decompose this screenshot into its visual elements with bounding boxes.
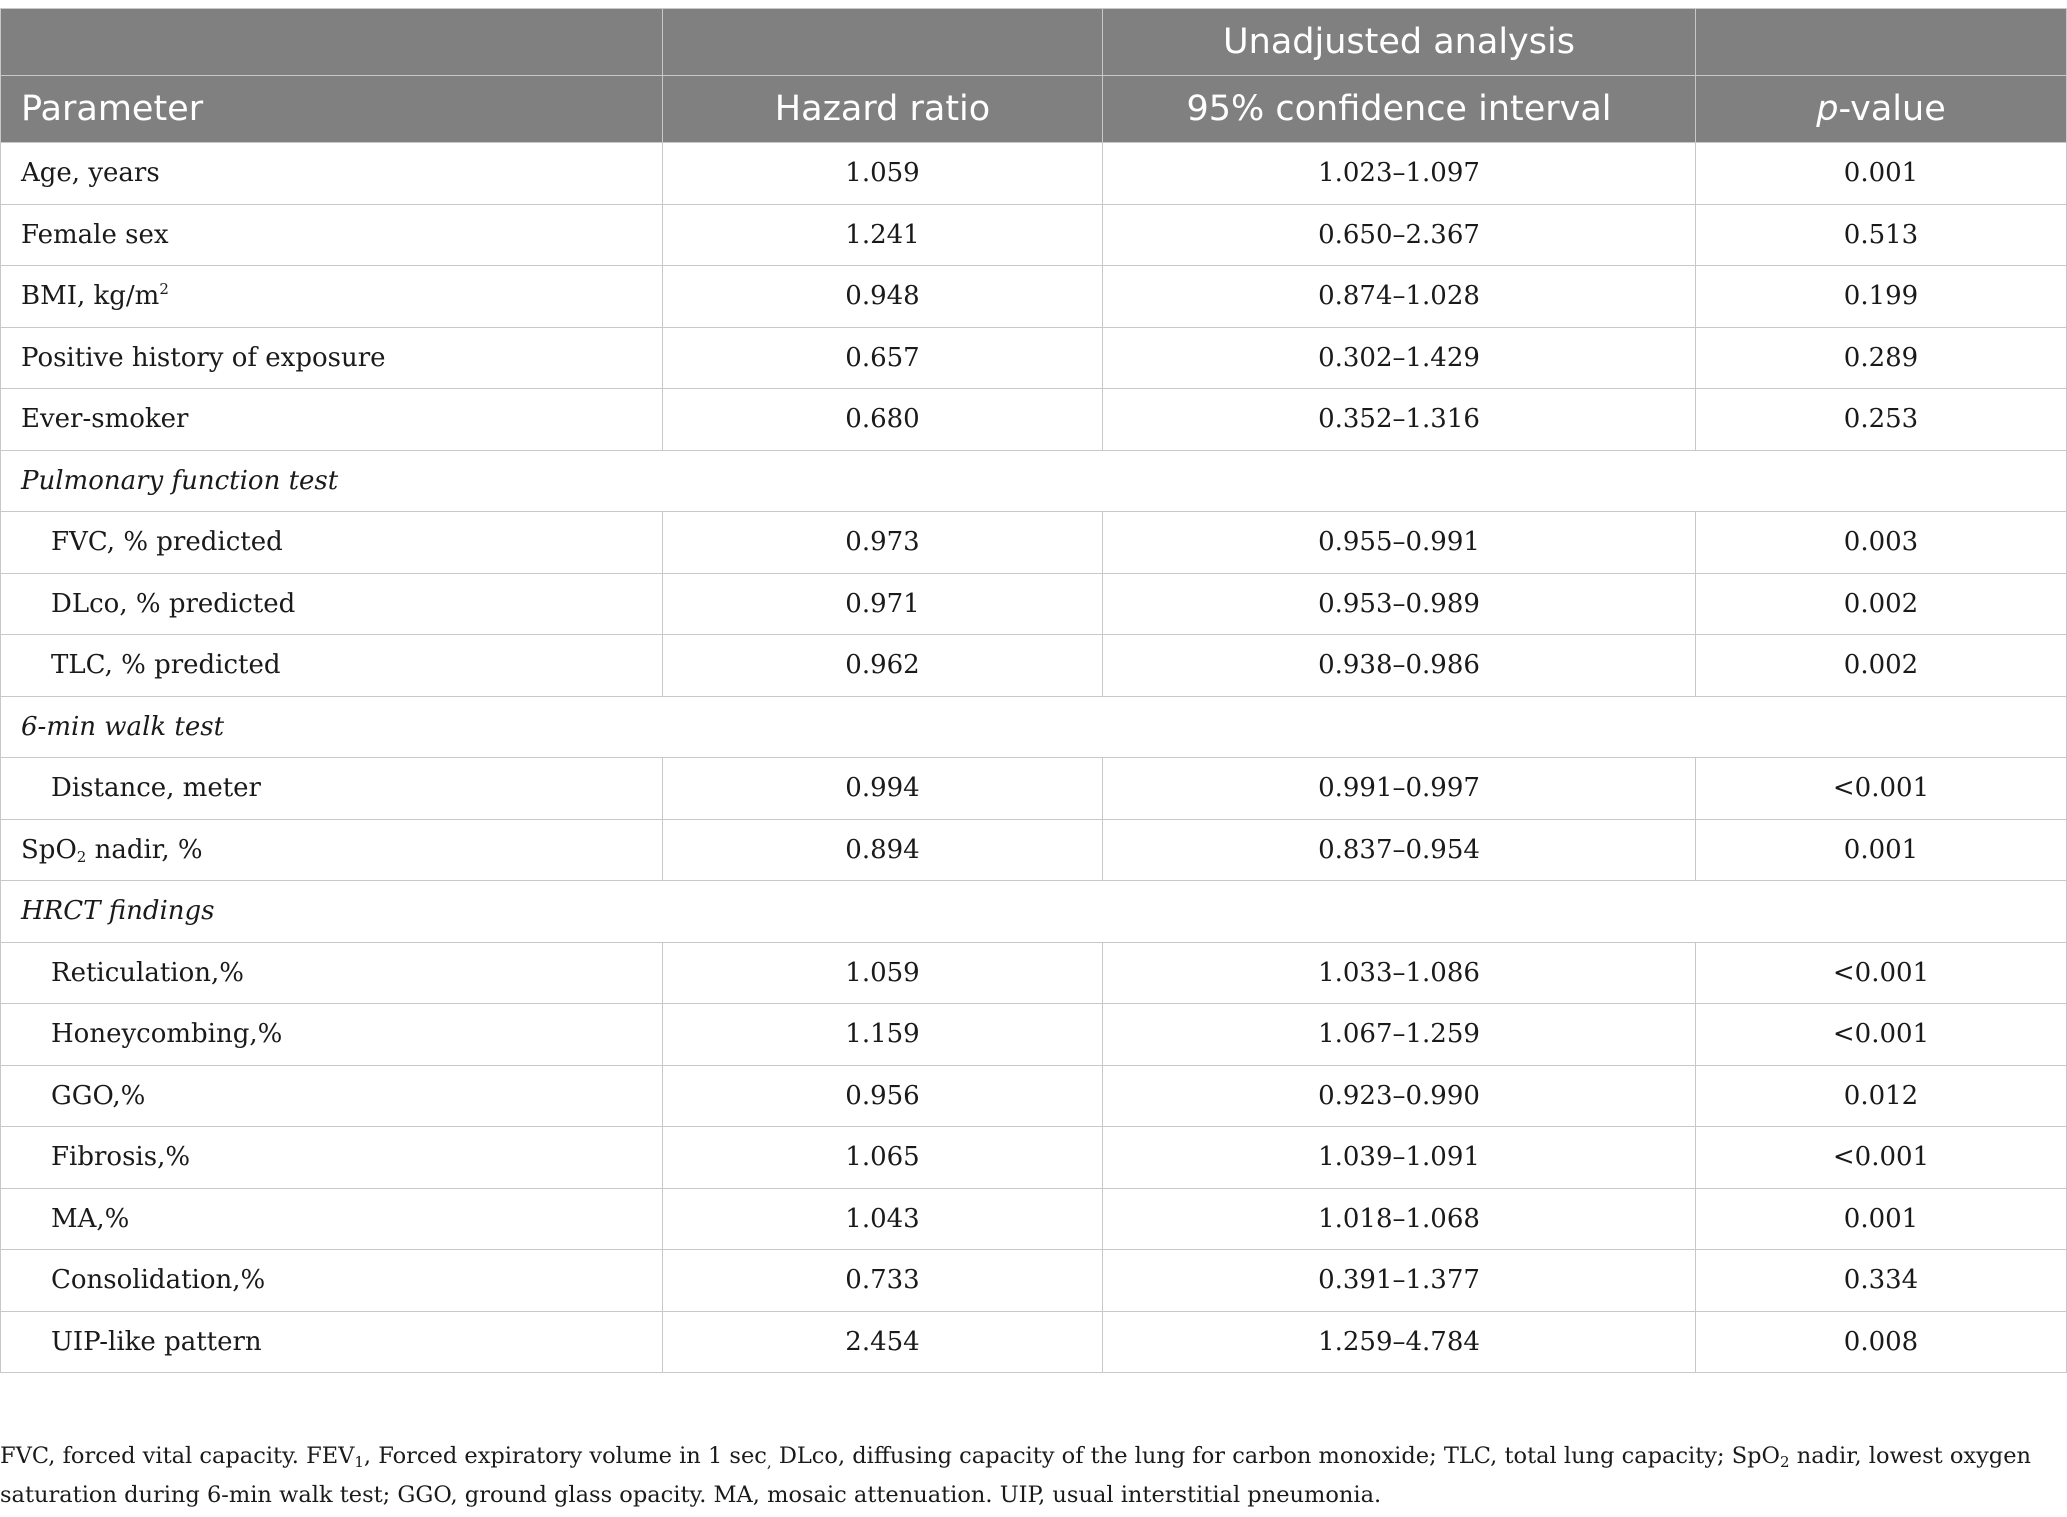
row-label-text: Positive history of exposure (21, 342, 386, 373)
hazard-ratio-cell: 0.948 (663, 266, 1103, 328)
p-value-cell: <0.001 (1696, 942, 2067, 1004)
confidence-interval-cell: 1.018–1.068 (1103, 1188, 1696, 1250)
p-value-cell: <0.001 (1696, 1127, 2067, 1189)
row-label (1, 758, 663, 820)
hazard-ratio-cell: 0.680 (663, 389, 1103, 451)
confidence-interval-cell: 0.938–0.986 (1103, 635, 1696, 697)
row-label (1, 1188, 663, 1250)
table-row (1, 573, 2067, 635)
row-label-text: Fibrosis,% (51, 1142, 191, 1173)
confidence-interval-cell: 0.302–1.429 (1103, 327, 1696, 389)
confidence-interval-cell: 0.991–0.997 (1103, 758, 1696, 820)
row-label-text: DLco, % predicted (51, 588, 296, 619)
table-row (1, 758, 2067, 820)
footnote-subscript: 2 (1780, 1453, 1790, 1471)
table-row (1, 942, 2067, 1004)
row-label (1, 389, 663, 451)
confidence-interval-cell: 1.067–1.259 (1103, 1004, 1696, 1066)
p-value-cell: 0.253 (1696, 389, 2067, 451)
p-value-cell: 0.001 (1696, 143, 2067, 205)
table-row (1, 266, 2067, 328)
row-label-text: Distance, meter (51, 773, 261, 804)
p-value-cell: 0.513 (1696, 204, 2067, 266)
p-value-cell: 0.003 (1696, 512, 2067, 574)
p-value-cell: 0.289 (1696, 327, 2067, 389)
p-suffix: -value (1838, 89, 1946, 129)
row-label (1, 1311, 663, 1373)
p-value-cell: 0.012 (1696, 1065, 2067, 1127)
row-label-text: FVC, % predicted (51, 527, 283, 558)
row-label-text: MA,% (51, 1203, 130, 1234)
section-row (1, 696, 2067, 758)
header-group-label: Unadjusted analysis (1103, 9, 1696, 76)
p-value-cell: <0.001 (1696, 1004, 2067, 1066)
hazard-ratio-table (0, 8, 2067, 1373)
row-label-text: Female sex (21, 219, 169, 250)
section-label: Pulmonary function test (1, 450, 2067, 512)
row-label-text: Consolidation,% (51, 1265, 266, 1296)
p-value-cell: 0.334 (1696, 1250, 2067, 1312)
hazard-ratio-cell: 2.454 (663, 1311, 1103, 1373)
row-label (1, 512, 663, 574)
table-row (1, 819, 2067, 881)
row-label (1, 573, 663, 635)
confidence-interval-cell: 0.955–0.991 (1103, 512, 1696, 574)
row-label (1, 1004, 663, 1066)
confidence-interval-cell: 0.352–1.316 (1103, 389, 1696, 451)
footnote-text: , Forced expiratory volume in 1 sec (363, 1443, 767, 1469)
row-label-text: nadir, % (86, 834, 203, 865)
confidence-interval-cell: 0.391–1.377 (1103, 1250, 1696, 1312)
table-row (1, 1188, 2067, 1250)
p-value-cell: 0.002 (1696, 573, 2067, 635)
row-label-text: Honeycombing,% (51, 1019, 283, 1050)
table-row (1, 389, 2067, 451)
row-label-prefix: SpO (21, 834, 77, 865)
p-value-cell: 0.001 (1696, 1188, 2067, 1250)
row-label-text: Reticulation,% (51, 957, 244, 988)
confidence-interval-cell: 0.650–2.367 (1103, 204, 1696, 266)
p-value-cell: 0.199 (1696, 266, 2067, 328)
row-label-text: UIP-like pattern (51, 1326, 262, 1357)
confidence-interval-cell: 0.923–0.990 (1103, 1065, 1696, 1127)
column-header-confidence-interval: 95% confidence interval (1103, 76, 1696, 143)
row-label (1, 327, 663, 389)
column-header-parameter: Parameter (1, 76, 663, 143)
row-label (1, 942, 663, 1004)
hazard-ratio-cell: 1.065 (663, 1127, 1103, 1189)
confidence-interval-cell: 1.259–4.784 (1103, 1311, 1696, 1373)
row-label-text: GGO,% (51, 1080, 146, 1111)
hazard-ratio-cell: 0.962 (663, 635, 1103, 697)
row-label (1, 819, 663, 881)
table-row (1, 204, 2067, 266)
row-label (1, 635, 663, 697)
confidence-interval-cell: 1.023–1.097 (1103, 143, 1696, 205)
hazard-ratio-cell: 0.956 (663, 1065, 1103, 1127)
footnote-text: nadir, lowest oxygen saturation during 6-min walk test; GGO, ground glass opacity. MA, mosaic attenuation. UIP, usual interstitial pneumonia. (0, 1443, 2032, 1508)
table-row (1, 1127, 2067, 1189)
row-label-text: TLC, % predicted (51, 650, 281, 681)
hazard-ratio-cell: 0.894 (663, 819, 1103, 881)
row-label-subscript: 2 (76, 847, 87, 866)
hazard-ratio-cell: 1.241 (663, 204, 1103, 266)
header-group-row (1, 9, 2067, 76)
table-row (1, 635, 2067, 697)
p-value-cell: 0.002 (1696, 635, 2067, 697)
confidence-interval-cell: 0.874–1.028 (1103, 266, 1696, 328)
row-label (1, 1065, 663, 1127)
row-label-text: BMI, kg/m (21, 281, 160, 312)
table-row (1, 1065, 2067, 1127)
hazard-ratio-cell: 0.657 (663, 327, 1103, 389)
footnote-text: FVC, forced vital capacity. FEV (0, 1443, 355, 1469)
table-row (1, 1311, 2067, 1373)
confidence-interval-cell: 0.953–0.989 (1103, 573, 1696, 635)
table-row (1, 512, 2067, 574)
hazard-ratio-cell: 0.971 (663, 573, 1103, 635)
header-empty-cell (1, 9, 663, 76)
row-label (1, 1250, 663, 1312)
hazard-ratio-cell: 0.733 (663, 1250, 1103, 1312)
footnote-subscript: 1 (354, 1453, 364, 1471)
table-row (1, 327, 2067, 389)
row-label-text: Age, years (21, 158, 160, 189)
table-row (1, 1004, 2067, 1066)
confidence-interval-cell: 0.837–0.954 (1103, 819, 1696, 881)
header-columns-row (1, 76, 2067, 143)
footnote-subscript: , (766, 1453, 772, 1471)
hazard-ratio-cell: 0.973 (663, 512, 1103, 574)
row-label (1, 143, 663, 205)
section-label: HRCT findings (1, 881, 2067, 943)
table-footnote (0, 1437, 2060, 1515)
section-row (1, 450, 2067, 512)
section-row (1, 881, 2067, 943)
column-header-hazard-ratio: Hazard ratio (663, 76, 1103, 143)
section-label: 6-min walk test (1, 696, 2067, 758)
header-empty-cell (663, 9, 1103, 76)
row-label (1, 266, 663, 328)
row-label-text: Ever-smoker (21, 404, 189, 435)
column-header-p-value (1696, 76, 2067, 143)
confidence-interval-cell: 1.033–1.086 (1103, 942, 1696, 1004)
confidence-interval-cell: 1.039–1.091 (1103, 1127, 1696, 1189)
hazard-ratio-cell: 1.059 (663, 143, 1103, 205)
p-italic: p (1816, 89, 1839, 129)
p-value-cell: 0.008 (1696, 1311, 2067, 1373)
p-value-cell: <0.001 (1696, 758, 2067, 820)
hazard-ratio-cell: 1.159 (663, 1004, 1103, 1066)
table-row (1, 143, 2067, 205)
hazard-ratio-cell: 1.059 (663, 942, 1103, 1004)
hazard-ratio-cell: 1.043 (663, 1188, 1103, 1250)
row-label (1, 204, 663, 266)
table-body (1, 143, 2067, 1373)
footnote-text: DLco, diffusing capacity of the lung for carbon monoxide; TLC, total lung capacity; SpO (771, 1443, 1780, 1469)
row-label (1, 1127, 663, 1189)
table-row (1, 1250, 2067, 1312)
p-value-cell: 0.001 (1696, 819, 2067, 881)
header-empty-cell (1696, 9, 2067, 76)
hazard-ratio-cell: 0.994 (663, 758, 1103, 820)
row-label-superscript: 2 (159, 280, 169, 299)
